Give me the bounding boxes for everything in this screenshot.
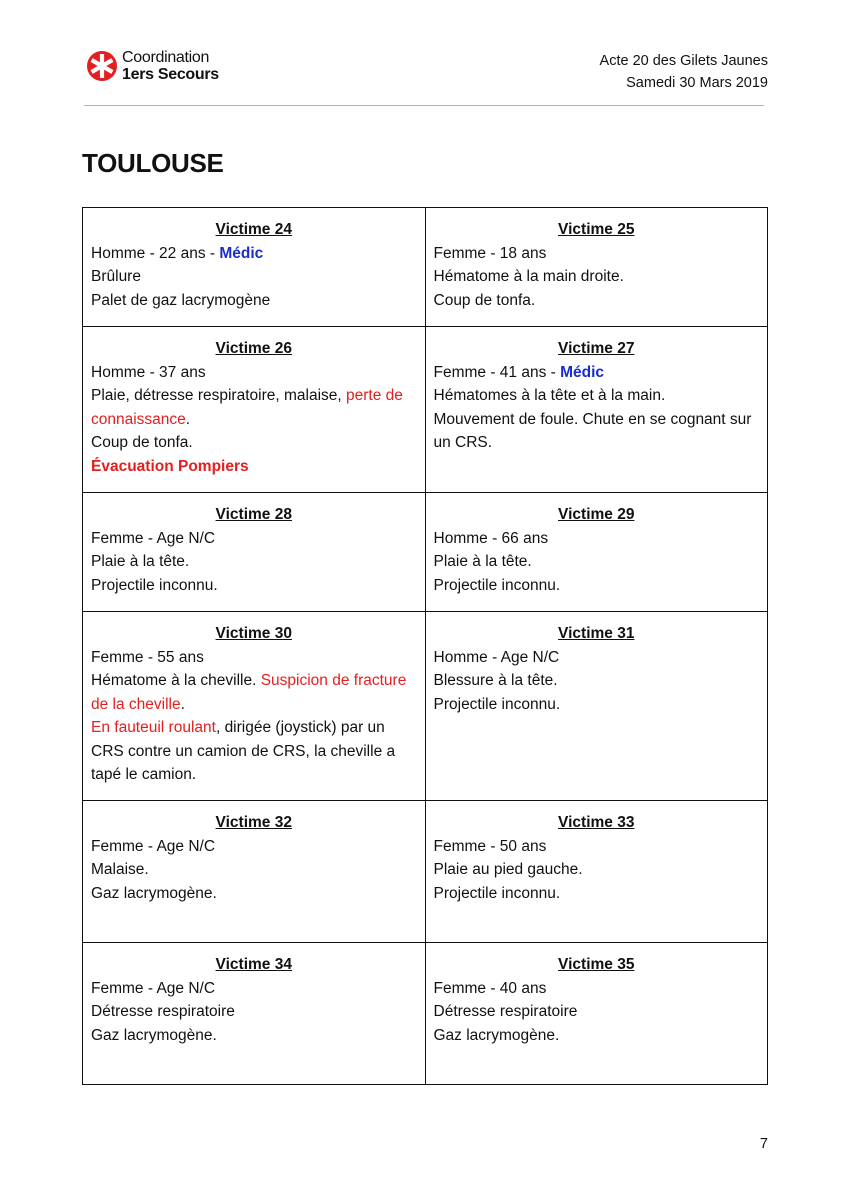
table-row [83, 208, 768, 327]
victim-title: Victime 34 [215, 956, 292, 973]
victim-cause: Gaz lacrymogène. [91, 884, 217, 902]
victim-profile: Femme - 50 ans [433, 837, 547, 855]
page-number: 7 [759, 1136, 768, 1152]
injury-text: Hématome à la cheville. [91, 672, 261, 689]
victim-cause: Projectile inconnu. [91, 576, 218, 594]
medic-tag: Médic [219, 244, 264, 262]
logo-text [122, 49, 219, 83]
event-date: Samedi 30 Mars 2019 [626, 75, 768, 91]
victim-cause: Palet de gaz lacrymogène [91, 291, 271, 309]
victim-profile: Femme - Age N/C [91, 529, 216, 547]
victim-title: Victime 26 [215, 340, 292, 357]
injury-end: . [185, 410, 191, 428]
victim-info [434, 361, 760, 385]
victim-profile: Femme - 55 ans [91, 648, 204, 666]
injury-text: Plaie, détresse respiratoire, malaise, [91, 387, 347, 404]
victim-card-33 [425, 801, 768, 943]
victims-table [82, 207, 768, 1085]
victim-injury: Malaise. [91, 861, 149, 878]
header-divider [84, 105, 764, 106]
logo [86, 46, 219, 86]
victim-card-30 [83, 612, 426, 801]
victim-profile: Homme - 37 ans [91, 363, 206, 381]
victim-cause: Projectile inconnu. [433, 884, 561, 902]
victim-profile: Femme - 18 ans [433, 244, 547, 262]
victim-title: Victime 35 [558, 956, 635, 973]
victim-title: Victime 30 [215, 625, 292, 642]
victim-cause: Projectile inconnu. [433, 695, 561, 713]
victim-profile: Femme - 40 ans [433, 979, 547, 997]
table-row [83, 943, 768, 1085]
victim-injury: Plaie à la tête. [433, 553, 532, 570]
victim-card-25 [425, 208, 768, 327]
victim-injury: Détresse respiratoire [433, 1003, 578, 1020]
highlight-text: Suspicion de fracture de la cheville [91, 672, 407, 713]
table-row [83, 493, 768, 612]
victim-cause: Coup de tonfa. [91, 434, 193, 451]
victim-title: Victime 31 [558, 625, 635, 642]
victim-title: Victime 25 [558, 221, 635, 238]
victim-card-31 [425, 612, 768, 801]
victim-title: Victime 28 [215, 506, 292, 523]
victim-title: Victime 24 [215, 221, 292, 238]
victim-injury: Hématomes à la tête et à la main. [433, 387, 666, 404]
victim-profile: Homme - 22 ans - [91, 244, 220, 262]
highlight-text: En fauteuil roulant [91, 719, 216, 736]
victim-card-34 [83, 943, 426, 1085]
logo-line1: Coordination [122, 49, 210, 66]
table-row [83, 801, 768, 943]
victim-injury: Brûlure [91, 268, 141, 285]
victim-cause: Gaz lacrymogène. [91, 1026, 217, 1044]
victim-card-27 [425, 327, 768, 493]
victim-injury: Blessure à la tête. [433, 672, 558, 689]
victim-card-24 [83, 208, 426, 327]
evacuation-note: Évacuation Pompiers [91, 457, 249, 475]
victim-title: Victime 27 [558, 340, 635, 357]
victim-card-32 [83, 801, 426, 943]
victim-card-28 [83, 493, 426, 612]
medic-tag: Médic [560, 363, 605, 381]
cause-text: , dirigée (joystick) par un CRS contre un camion de CRS, la cheville a tapé le camion. [91, 719, 396, 783]
victim-title: Victime 29 [558, 506, 635, 523]
header-info [600, 50, 768, 94]
victim-card-26 [83, 327, 426, 493]
victim-profile: Femme - 41 ans - [433, 363, 561, 381]
highlight-text: perte de connaissance [91, 387, 403, 428]
victim-injury: Détresse respiratoire [91, 1003, 235, 1020]
victim-profile: Femme - Age N/C [91, 837, 216, 855]
victim-cause: Projectile inconnu. [433, 576, 561, 594]
victim-profile: Homme - 66 ans [433, 529, 549, 547]
victim-profile: Homme - Age N/C [433, 648, 560, 666]
event-name: Acte 20 des Gilets Jaunes [599, 53, 768, 69]
victim-cause: Gaz lacrymogène. [433, 1026, 560, 1044]
victim-cause: Coup de tonfa. [433, 291, 536, 309]
victim-injury: Plaie au pied gauche. [433, 861, 583, 878]
victim-injury: Hématome à la main droite. [433, 268, 624, 285]
victim-card-35 [425, 943, 768, 1085]
page-title: TOULOUSE [82, 148, 224, 178]
injury-end: . [180, 695, 185, 713]
table-row [83, 612, 768, 801]
victim-cause: Mouvement de foule. Chute en se cognant sur un CRS. [433, 410, 752, 451]
victim-profile: Femme - Age N/C [91, 979, 216, 997]
logo-line2: 1ers Secours [122, 66, 219, 83]
table-row [83, 327, 768, 493]
victim-title: Victime 32 [215, 814, 292, 831]
victim-cause [91, 716, 417, 787]
victim-card-29 [425, 493, 768, 612]
asterisk-logo-icon [86, 50, 118, 82]
victim-info [91, 242, 417, 266]
victim-injury [91, 669, 417, 716]
victim-injury [91, 384, 417, 431]
victim-injury: Plaie à la tête. [91, 553, 190, 570]
victim-title: Victime 33 [558, 814, 635, 831]
